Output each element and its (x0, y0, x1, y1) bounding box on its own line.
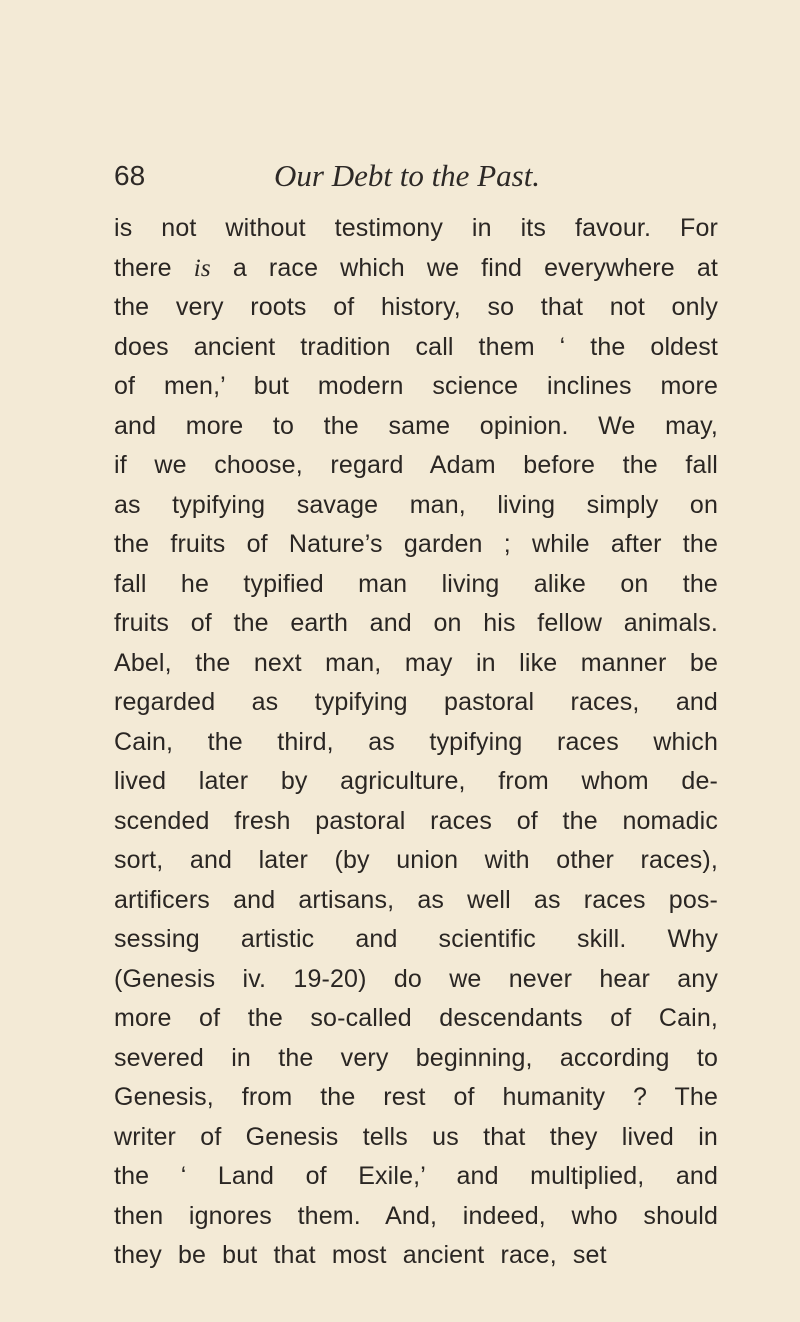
text-line: (Genesis iv. 19-20) do we never hear any (114, 964, 718, 993)
text-line: does ancient tradition call them ‘ the oldest (114, 332, 718, 361)
text-line: regarded as typifying pastoral races, and (114, 688, 718, 716)
page-header (114, 156, 584, 200)
text-line: the fruits of Nature’s garden ; while after the (114, 530, 718, 558)
running-title: Our Debt to the Past. (274, 158, 541, 193)
text-fragment: there (114, 253, 172, 282)
text-line: of men,’ but modern science inclines more (114, 372, 718, 400)
text-line: if we choose, regard Adam before the fall (114, 451, 718, 479)
text-line: they be but that most ancient race, set (114, 1241, 607, 1269)
body-text (114, 209, 718, 1276)
italic-emphasis: is (193, 254, 211, 282)
text-line: severed in the very beginning, according to (114, 1043, 718, 1072)
text-line: as typifying savage man, living simply on (114, 490, 718, 519)
text-line: writer of Genesis tells us that they lived in (114, 1122, 718, 1151)
text-line: and more to the same opinion. We may, (114, 411, 718, 440)
text-line: artificers and artisans, as well as races pos- (114, 885, 718, 914)
text-line: Genesis, from the rest of humanity ? The (114, 1083, 718, 1111)
text-line: sessing artistic and scientific skill. Why (114, 925, 718, 953)
text-line: lived later by agriculture, from whom de- (114, 767, 718, 795)
text-line: sort, and later (by union with other races), (114, 846, 718, 874)
text-line: then ignores them. And, indeed, who should (114, 1201, 718, 1230)
text-line (114, 249, 718, 289)
text-line: Abel, the next man, may in like manner be (114, 648, 718, 677)
text-line: more of the so-called descendants of Cain, (114, 1004, 718, 1032)
text-line: scended fresh pastoral races of the nomadic (114, 806, 718, 835)
text-line: is not without testimony in its favour. For (114, 214, 718, 242)
text-line: the very roots of history, so that not only (114, 293, 718, 321)
text-fragment: a race which we find everywhere at (232, 253, 718, 282)
text-line: fruits of the earth and on his fellow animals. (114, 609, 718, 637)
text-line: fall he typified man living alike on the (114, 569, 718, 598)
page-number: 68 (114, 160, 146, 191)
text-line: the ‘ Land of Exile,’ and multiplied, and (114, 1162, 718, 1190)
text-line: Cain, the third, as typifying races which (114, 727, 718, 756)
